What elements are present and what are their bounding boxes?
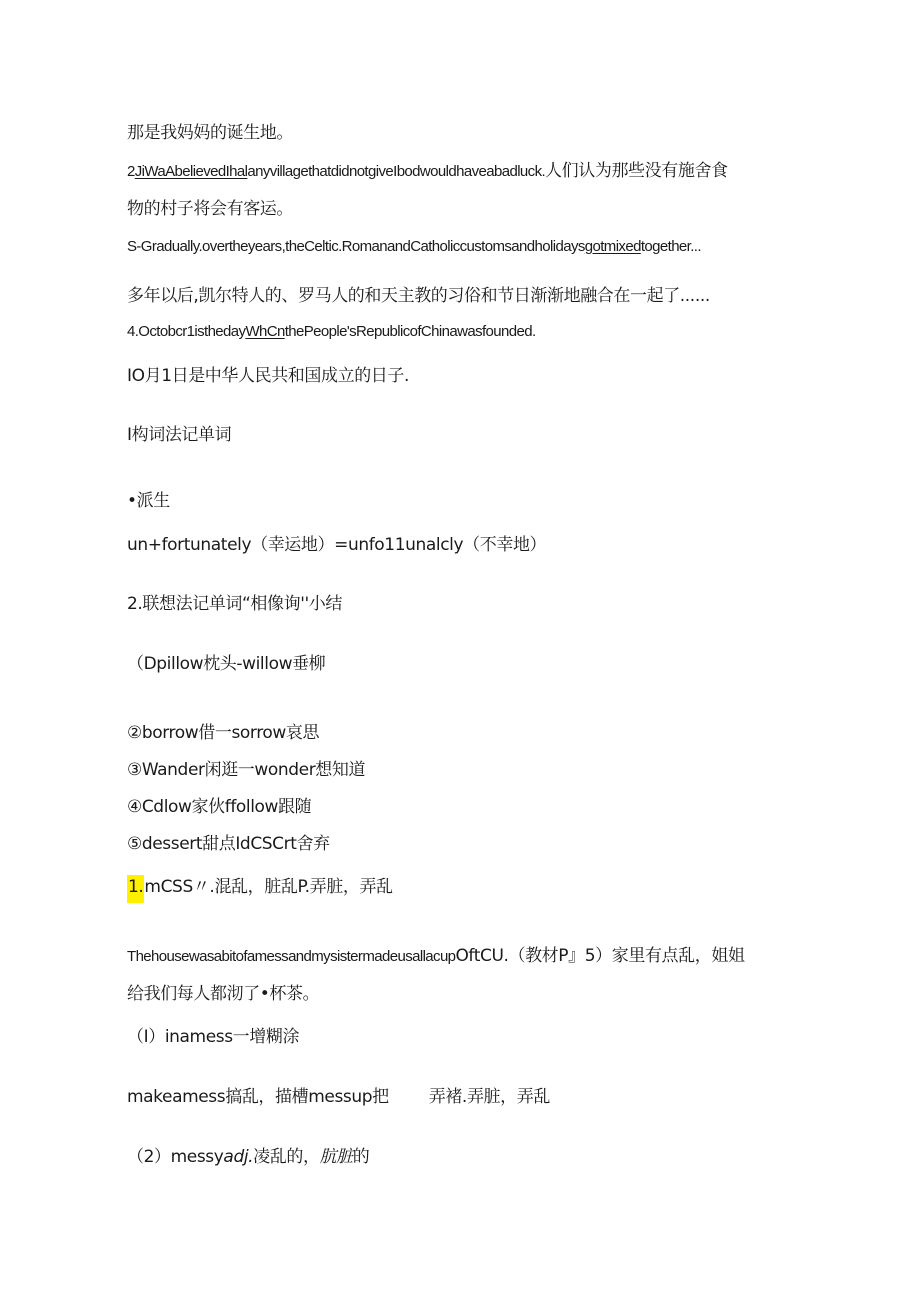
- line-text: 物的村子将会有客运。: [127, 199, 293, 219]
- section-heading: [127, 424, 231, 446]
- text-line: [127, 1086, 550, 1108]
- text-line: [127, 534, 546, 556]
- text-line: [127, 945, 745, 968]
- text-line: [127, 983, 319, 1005]
- text-line: [127, 1026, 299, 1048]
- highlighted-number: 1.: [127, 875, 144, 903]
- english-text: 4.Octobcr1istheday: [127, 323, 246, 340]
- chinese-text: OftCU.（教材P』5）家里有点乱，姐姐: [455, 946, 745, 966]
- underlined-text: JiWaAbelievedIhal: [134, 163, 248, 180]
- english-text: anyvillagethatdidnotgiveIbodwouldhaveabadluck.: [247, 163, 546, 180]
- line-text: ⑤dessert甜点IdCSCrt舍弃: [127, 834, 330, 854]
- italic-text: 肮脏: [319, 1147, 353, 1167]
- line-text: I构词法记单词: [127, 425, 232, 445]
- line-text: mCSS〃.混乱，脏乱P.弄脏，弄乱: [144, 877, 393, 897]
- text-line: [127, 160, 728, 183]
- line-text: ③Wander闲逛一wonder想知道: [127, 760, 366, 780]
- text-line: [127, 235, 701, 258]
- line-number: 2: [127, 163, 135, 180]
- line-text: （Dpillow枕头-willow垂柳: [127, 654, 326, 674]
- line-text: 那是我妈妈的诞生地。: [127, 123, 293, 143]
- text-line: [127, 876, 393, 898]
- list-item: [127, 653, 325, 675]
- line-text: 凌乱的，: [253, 1147, 320, 1167]
- underlined-text: WhCn: [245, 323, 285, 340]
- text-line: [127, 320, 536, 343]
- subsection-heading: [127, 490, 170, 512]
- line-text: （I）inamess一增糊涂: [127, 1027, 300, 1047]
- list-item: [127, 722, 319, 744]
- line-text: ④Cdlow家伙ffollow跟随: [127, 797, 312, 817]
- line-text: makeamess搞乱，描槽messup把: [127, 1087, 389, 1107]
- english-text: together...: [640, 238, 701, 255]
- english-text: Thehousewasabitofamessandmysistermadeusallacup: [127, 948, 456, 965]
- line-text: （2）messy: [127, 1147, 224, 1167]
- chinese-text: 人们认为那些没有施舍食: [545, 161, 728, 181]
- list-item: [127, 796, 311, 818]
- line-text: •派生: [127, 491, 170, 511]
- english-text: thePeople'sRepublicofChinawasfounded.: [284, 323, 536, 340]
- line-text: ②borrow借一sorrow哀思: [127, 723, 320, 743]
- text-line: [127, 285, 710, 307]
- line-text: 2.联想法记单词“相像询''小结: [127, 594, 342, 614]
- line-text: 多年以后,凯尔特人的、罗马人的和天主教的习俗和节日渐渐地融合在一起了......: [127, 286, 710, 306]
- text-line: [127, 198, 293, 220]
- english-text: S-Gradually.overtheyears,theCeltic.RomanandCatholiccustomsandholidays: [127, 238, 585, 255]
- text-line: [127, 1146, 369, 1168]
- list-item: [127, 759, 365, 781]
- line-text: 弄褚.弄脏，弄乱: [428, 1087, 550, 1107]
- line-text: un+fortunately（幸运地）=unfo11unalcly（不幸地）: [127, 535, 547, 555]
- subsection-heading: [127, 593, 342, 615]
- line-text: IO月1日是中华人民共和国成立的日子.: [127, 366, 410, 386]
- line-text: 的: [352, 1147, 370, 1167]
- underlined-text: gotmixed: [584, 238, 641, 255]
- text-line: [127, 122, 293, 144]
- list-item: [127, 833, 330, 855]
- italic-abbrev: adj.: [223, 1147, 254, 1167]
- text-line: [127, 365, 409, 387]
- line-text: 给我们每人都沏了•杯茶。: [127, 984, 320, 1004]
